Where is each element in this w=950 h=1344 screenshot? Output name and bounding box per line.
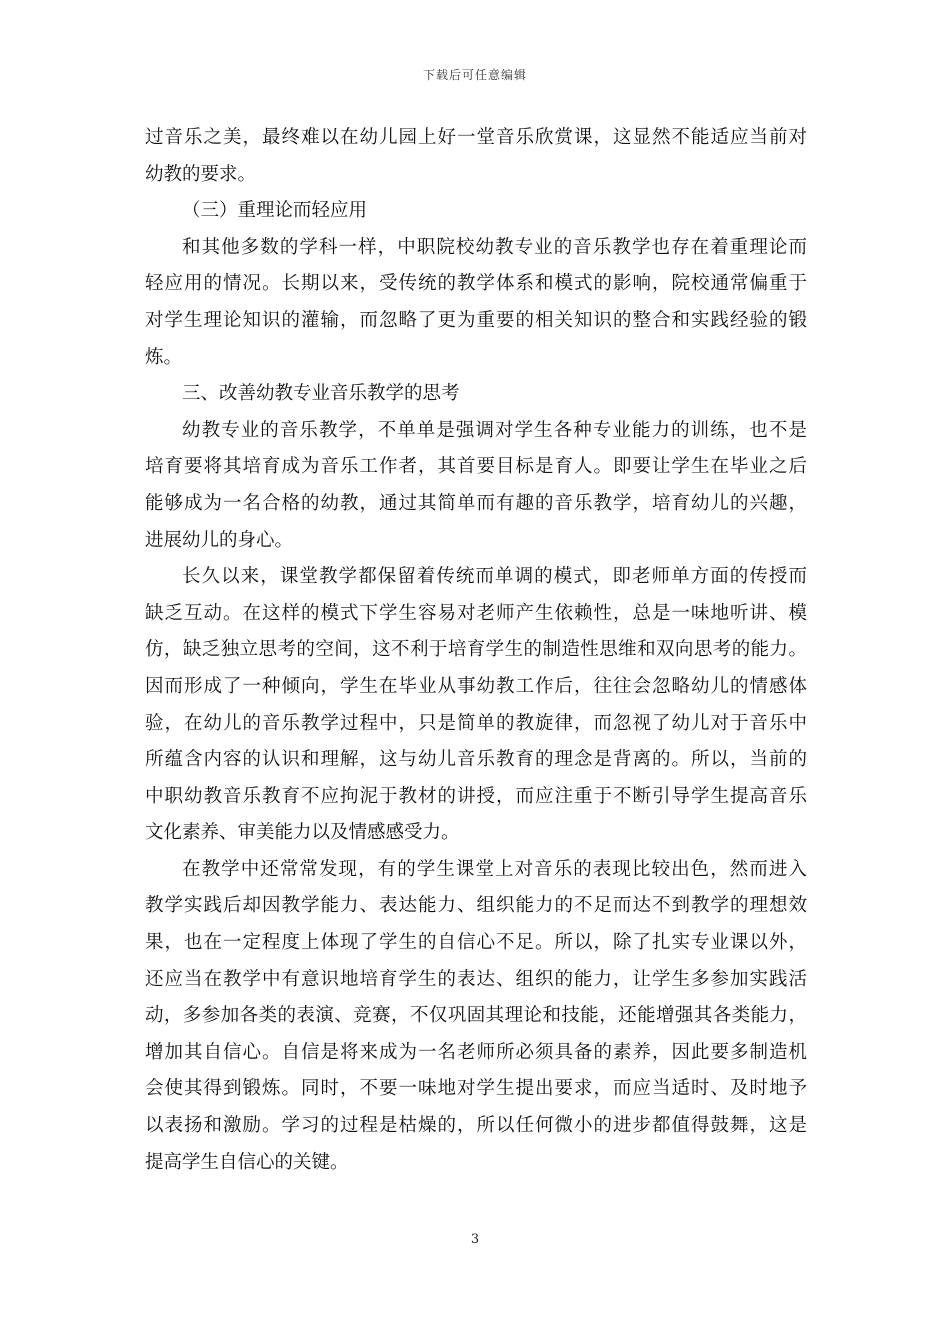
text-line: 所蕴含内容的认识和理解，这与幼儿音乐教育的理念是背离的。所以，当前的 [145,749,807,771]
text-line: 会使其得到锻炼。同时，不要一味地对学生提出要求，而应当适时、及时地予 [145,1078,807,1100]
text-line: 中职幼教音乐教育不应拘泥于教材的讲授，而应注重于不断引导学生提高音乐 [145,785,807,807]
text-line: 三、改善幼教专业音乐教学的思考 [182,383,460,405]
text-line: 轻应用的情况。长期以来，受传统的教学体系和模式的影响，院校通常偏重于 [145,273,807,295]
page-header-note: 下载后可任意编辑 [422,68,527,82]
text-line: 炼。 [145,346,183,368]
text-line: 仿，缺乏独立思考的空间，这不利于培育学生的制造性思维和双向思考的能力。 [145,639,807,661]
page-number: 3 [470,1232,480,1247]
text-line: 增加其自信心。自信是将来成为一名老师所必须具备的素养，因此要多制造机 [145,1041,807,1063]
text-line: 以表扬和激励。学习的过程是枯燥的，所以任何微小的进步都值得鼓舞，这是 [145,1115,807,1137]
text-line: 培育要将其培育成为音乐工作者，其首要目标是育人。即要让学生在毕业之后 [145,456,807,478]
text-line: 因而形成了一种倾向，学生在毕业从事幼教工作后，往往会忽略幼儿的情感体 [145,675,807,697]
text-line: （三）重理论而轻应用 [182,200,368,222]
document-body [145,120,807,1181]
text-line: 幼教的要求。 [145,163,257,185]
text-line: 在教学中还常常发现，有的学生课堂上对音乐的表现比较出色，然而进入 [182,858,807,880]
text-line: 果，也在一定程度上体现了学生的自信心不足。所以，除了扎实专业课以外， [145,932,807,954]
text-line: 和其他多数的学科一样，中职院校幼教专业的音乐教学也存在着重理论而 [182,236,807,258]
text-line: 动，多参加各类的表演、竞赛，不仅巩固其理论和技能，还能增强其各类能力， [145,1005,807,1027]
text-line: 缺乏互动。在这样的模式下学生容易对老师产生依赖性，总是一味地听讲、模 [145,602,807,624]
text-line: 对学生理论知识的灌输，而忽略了更为重要的相关知识的整合和实践经验的锻 [145,309,807,331]
text-line: 进展幼儿的身心。 [145,529,294,551]
text-line: 幼教专业的音乐教学，不单单是强调对学生各种专业能力的训练，也不是 [182,419,807,441]
text-line: 验，在幼儿的音乐教学过程中，只是简单的教旋律，而忽视了幼儿对于音乐中 [145,712,807,734]
text-line: 教学实践后却因教学能力、表达能力、组织能力的不足而达不到教学的理想效 [145,895,807,917]
text-line: 文化素养、审美能力以及情感感受力。 [145,822,460,844]
text-line: 过音乐之美，最终难以在幼儿园上好一堂音乐欣赏课，这显然不能适应当前对 [145,127,807,148]
text-line: 长久以来，课堂教学都保留着传统而单调的模式，即老师单方面的传授而 [182,566,807,588]
text-line: 提高学生自信心的关键。 [145,1151,349,1173]
text-line: 能够成为一名合格的幼教，通过其简单而有趣的音乐教学，培育幼儿的兴趣， [145,492,807,514]
text-line: 还应当在教学中有意识地培育学生的表达、组织的能力，让学生多参加实践活 [145,968,807,990]
